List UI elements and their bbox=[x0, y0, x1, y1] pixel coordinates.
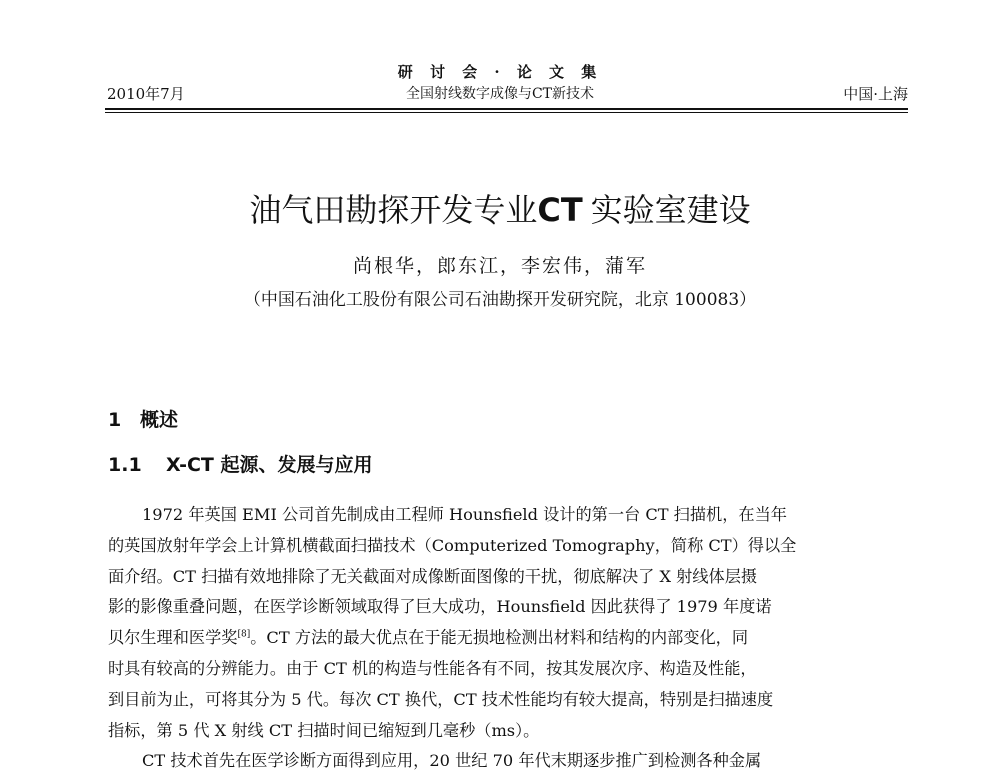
subsection-title: X-CT 起源、发展与应用 bbox=[166, 454, 373, 476]
header-rule bbox=[105, 108, 908, 110]
body-line bbox=[108, 623, 906, 654]
body-line-text: 贝尔生理和医学奖 bbox=[108, 628, 238, 648]
body-line: 1972 年英国 EMI 公司首先制成由工程师 Hounsfield 设计的第一台 CT 扫描机，在当年 bbox=[142, 505, 787, 524]
running-header bbox=[330, 62, 670, 104]
header-date: 2010年7月 bbox=[107, 85, 185, 103]
body-line: 时具有较高的分辨能力。由于 CT 机的构造与性能各有不同，按其发展次序、构造及性能， bbox=[108, 658, 757, 678]
paper-affiliation: （中国石油化工股份有限公司石油勘探开发研究院，北京 100083） bbox=[243, 290, 757, 310]
body-line: 面介绍。CT 扫描有效地排除了无关截面对成像断面图像的干扰，彻底解决了 X 射线体层摄 bbox=[108, 566, 758, 586]
citation-ref: [8] bbox=[237, 629, 251, 640]
section-number: 1 bbox=[108, 409, 122, 431]
header-conference-name: 全国射线数字成像与CT新技术 bbox=[405, 86, 595, 102]
body-line: 的英国放射年学会上计算机横截面扫描技术（Computerized Tomography，简称 CT）得以全 bbox=[108, 535, 797, 555]
header-location: 中国·上海 bbox=[843, 85, 908, 103]
title-part-2: 实验室建设 bbox=[590, 191, 751, 229]
paper-title bbox=[0, 190, 1000, 230]
section-heading-1-1 bbox=[108, 452, 373, 478]
body-line-text: 。CT 方法的最大优点在于能无损地检测出材料和结构的内部变化，同 bbox=[250, 628, 749, 648]
title-ct: CT bbox=[537, 191, 583, 229]
title-part-1: 油气田勘探开发专业 bbox=[249, 191, 538, 229]
body-line: 到目前为止，可将其分为 5 代。每次 CT 换代，CT 技术性能均有较大提高，特别是扫描速度 bbox=[108, 689, 774, 709]
header-proceedings-title: 研 讨 会 · 论 文 集 bbox=[397, 63, 603, 81]
body-line: 影的影像重叠问题，在医学诊断领域取得了巨大成功，Hounsfield 因此获得了 1979 年度诺 bbox=[108, 597, 772, 617]
header-rule-thin bbox=[105, 112, 908, 113]
body-line: 指标，第 5 代 X 射线 CT 扫描时间已缩短到几毫秒（ms）。 bbox=[108, 720, 540, 740]
subsection-number: 1.1 bbox=[108, 454, 142, 476]
section-heading-1 bbox=[108, 407, 178, 433]
section-title: 概述 bbox=[140, 409, 179, 431]
body-paragraph bbox=[108, 500, 906, 777]
body-line: CT 技术首先在医学诊断方面得到应用，20 世纪 70 年代末期逐步推广到检测各种金属 bbox=[142, 751, 762, 771]
paper-authors: 尚根华，郎东江，李宏伟，蒲军 bbox=[352, 255, 647, 277]
